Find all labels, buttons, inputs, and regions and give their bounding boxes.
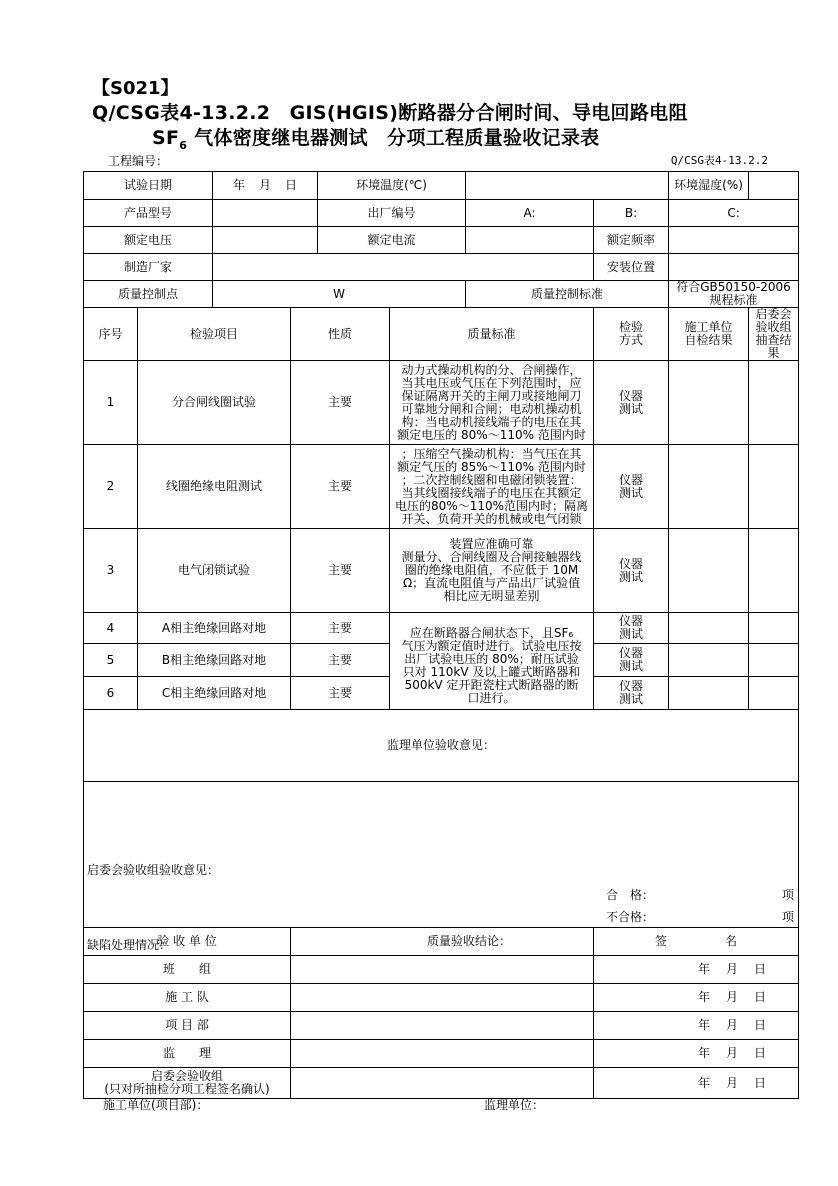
item-method: 仪器 测试 <box>594 361 669 445</box>
item-method: 仪器 测试 <box>594 529 669 613</box>
signoff-header-row <box>84 928 799 956</box>
model-field[interactable] <box>213 200 318 227</box>
item-name: 电气闭锁试验 <box>138 529 291 613</box>
record-table <box>83 171 799 1099</box>
signoff-conclusion-field[interactable] <box>291 984 594 1012</box>
signoff-row <box>84 1012 799 1040</box>
item-name: C相主绝缘回路对地 <box>138 677 291 710</box>
items-header-row <box>84 308 799 361</box>
signoff-row <box>84 984 799 1012</box>
item-no: 5 <box>84 644 138 677</box>
form-code-tag: 【S021】 <box>92 78 179 99</box>
rated-voltage-field[interactable] <box>213 227 318 254</box>
qc-point-value: W <box>213 281 466 308</box>
title-rest-text: 气体密度继电器测试 分项工程质量验收记录表 <box>187 127 600 149</box>
fail-count-unit: 项 <box>782 909 795 924</box>
item-standard: 应在断路器合闸状态下，且SF₆ 气压为额定值时进行。试验电压按 出厂试验电压的 80%；耐压试验 只对 110kV 及以上罐式断路器和 500kV 定开距瓷柱式断路器的断 口进行。 <box>390 613 594 710</box>
signoff-conclusion-field[interactable] <box>291 1012 594 1040</box>
construction-unit-label: 施工单位(项目部)： <box>103 1098 209 1112</box>
item-spot-result[interactable] <box>749 644 799 677</box>
col-header-method: 检验 方式 <box>594 308 669 361</box>
col-header-self-check: 施工单位 自检结果 <box>669 308 749 361</box>
item-method: 仪器 测试 <box>594 677 669 710</box>
item-no: 2 <box>84 445 138 529</box>
item-nature: 主要 <box>291 361 390 445</box>
item-self-result[interactable] <box>669 361 749 445</box>
item-name: 线圈绝缘电阻测试 <box>138 445 291 529</box>
env-temp-label: 环境温度(℃) <box>318 172 466 200</box>
fail-count-label: 不合格： <box>606 909 655 924</box>
item-no: 1 <box>84 361 138 445</box>
project-number-label: 工程编号： <box>108 154 169 168</box>
info-row-model <box>84 200 799 227</box>
item-spot-result[interactable] <box>749 677 799 710</box>
rated-freq-field[interactable] <box>669 227 799 254</box>
item-method: 仪器 测试 <box>594 445 669 529</box>
info-row-rated <box>84 227 799 254</box>
manufacturer-label: 制造厂家 <box>84 254 213 281</box>
signoff-unit-committee: 启委会验收组 (只对所抽检分项工程签名确认) <box>84 1068 291 1099</box>
signoff-sign-field[interactable]: 年 月 日 <box>594 1040 799 1068</box>
signoff-sign-field[interactable]: 年 月 日 <box>594 1012 799 1040</box>
rated-freq-label: 额定频率 <box>594 227 669 254</box>
item-name: B相主绝缘回路对地 <box>138 644 291 677</box>
item-no: 4 <box>84 613 138 644</box>
qc-standard-label: 质量控制标准 <box>466 281 669 308</box>
committee-opinion-label: 启委会验收组验收意见： <box>87 862 220 877</box>
item-nature: 主要 <box>291 529 390 613</box>
table-row <box>84 613 799 644</box>
title-sf-text: SF <box>152 127 180 149</box>
col-header-standard: 质量标准 <box>390 308 594 361</box>
item-nature: 主要 <box>291 677 390 710</box>
serial-label: 出厂编号 <box>318 200 466 227</box>
pass-count-label: 合 格： <box>606 887 655 902</box>
item-self-result[interactable] <box>669 613 749 644</box>
item-standard: ；压缩空气操动机构：当气压在其 额定气压的 85%～110% 范围内时 ；二次控制线圈和电磁闭锁装置： 当其线圈接线端子的电压在其额定 电压的80%～110%范围内时；隔离 开关、负荷开关的机械或电气闭锁 <box>390 445 594 529</box>
rated-voltage-label: 额定电压 <box>84 227 213 254</box>
supervision-opinion-box[interactable] <box>84 710 799 782</box>
location-label: 安装位置 <box>594 254 669 281</box>
item-self-result[interactable] <box>669 529 749 613</box>
info-row-qc <box>84 281 799 308</box>
table-row <box>84 529 799 613</box>
signoff-sign-field[interactable]: 年 月 日 <box>594 984 799 1012</box>
signoff-sign-field[interactable]: 年 月 日 <box>594 1068 799 1099</box>
item-method: 仪器 测试 <box>594 644 669 677</box>
item-spot-result[interactable] <box>749 529 799 613</box>
manufacturer-field[interactable] <box>213 254 594 281</box>
supervision-opinion-row <box>84 710 799 782</box>
table-row <box>84 445 799 529</box>
location-field[interactable] <box>669 254 799 281</box>
signoff-row-committee <box>84 1068 799 1099</box>
item-nature: 主要 <box>291 613 390 644</box>
col-header-no: 序号 <box>84 308 138 361</box>
info-row-maker <box>84 254 799 281</box>
col-header-nature: 性质 <box>291 308 390 361</box>
col-header-spot-check: 启委会 验收组 抽查结果 <box>749 308 799 361</box>
item-self-result[interactable] <box>669 677 749 710</box>
serial-phase-a[interactable]: A: <box>466 200 594 227</box>
qc-standard-value: 符合GB50150-2006规程标准 <box>669 281 799 308</box>
info-row-date <box>84 172 799 200</box>
signoff-conclusion-header: 质量验收结论： <box>291 928 594 956</box>
serial-phase-c[interactable]: C: <box>669 200 799 227</box>
signoff-conclusion-field[interactable] <box>291 1040 594 1068</box>
signoff-unit: 监 理 <box>84 1040 291 1068</box>
serial-phase-b[interactable]: B: <box>594 200 669 227</box>
item-spot-result[interactable] <box>749 361 799 445</box>
env-humid-label: 环境湿度(%) <box>669 172 749 200</box>
test-date-field[interactable]: 年 月 日 <box>213 172 318 200</box>
signoff-row <box>84 1040 799 1068</box>
signoff-row <box>84 956 799 984</box>
item-nature: 主要 <box>291 644 390 677</box>
rated-current-field[interactable] <box>466 227 594 254</box>
signoff-unit-header: 验 收 单 位 <box>84 928 291 956</box>
signoff-unit: 班 组 <box>84 956 291 984</box>
item-self-result[interactable] <box>669 445 749 529</box>
supervision-opinion-label: 监理单位验收意见： <box>387 738 496 752</box>
item-standard: 动力式操动机构的分、合闸操作， 当其电压或气压在下列范围时，应 保证隔离开关的主闸刀或接地闸刀 可靠地分闸和合闸；电动机操动机 构：当电动机接线端子的电压在其 额定电压的 80%～110% 范围内时 <box>390 361 594 445</box>
signoff-conclusion-field[interactable] <box>291 1068 594 1099</box>
test-date-label: 试验日期 <box>84 172 213 200</box>
signoff-conclusion-field[interactable] <box>291 956 594 984</box>
signoff-sign-field[interactable]: 年 月 日 <box>594 956 799 984</box>
item-spot-result[interactable] <box>749 445 799 529</box>
item-no: 6 <box>84 677 138 710</box>
qc-point-label: 质量控制点 <box>84 281 213 308</box>
table-row <box>84 361 799 445</box>
item-no: 3 <box>84 529 138 613</box>
signoff-unit: 施 工 队 <box>84 984 291 1012</box>
item-method: 仪器 测试 <box>594 613 669 644</box>
item-spot-result[interactable] <box>749 613 799 644</box>
env-humid-field[interactable] <box>749 172 799 200</box>
item-name: A相主绝缘回路对地 <box>138 613 291 644</box>
item-self-result[interactable] <box>669 644 749 677</box>
rated-current-label: 额定电流 <box>318 227 466 254</box>
col-header-item: 检验项目 <box>138 308 291 361</box>
defect-handling-label: 缺陷处理情况： <box>87 937 172 952</box>
page-title-line1: Q/CSG表4-13.2.2 GIS(HGIS)断路器分合闸时间、导电回路电阻 <box>92 102 688 124</box>
pass-count-unit: 项 <box>782 887 795 902</box>
signoff-sign-header: 签 名 <box>594 928 799 956</box>
item-standard: 装置应准确可靠 测量分、合闸线圈及合闸接触器线 圈的绝缘电阻值，不应低于 10M Ω；直流电阻值与产品出厂试验值 相比应无明显差别 <box>390 529 594 613</box>
supervision-unit-label: 监理单位： <box>484 1098 545 1112</box>
item-nature: 主要 <box>291 445 390 529</box>
model-label: 产品型号 <box>84 200 213 227</box>
signoff-unit: 项 目 部 <box>84 1012 291 1040</box>
title-sf-subscript: 6 <box>179 138 188 152</box>
page-title-line2 <box>152 123 599 152</box>
committee-opinion-row <box>84 782 799 928</box>
env-temp-field[interactable] <box>466 172 669 200</box>
form-standard-code: Q/CSG表4-13.2.2 <box>670 154 768 167</box>
item-name: 分合闸线圈试验 <box>138 361 291 445</box>
